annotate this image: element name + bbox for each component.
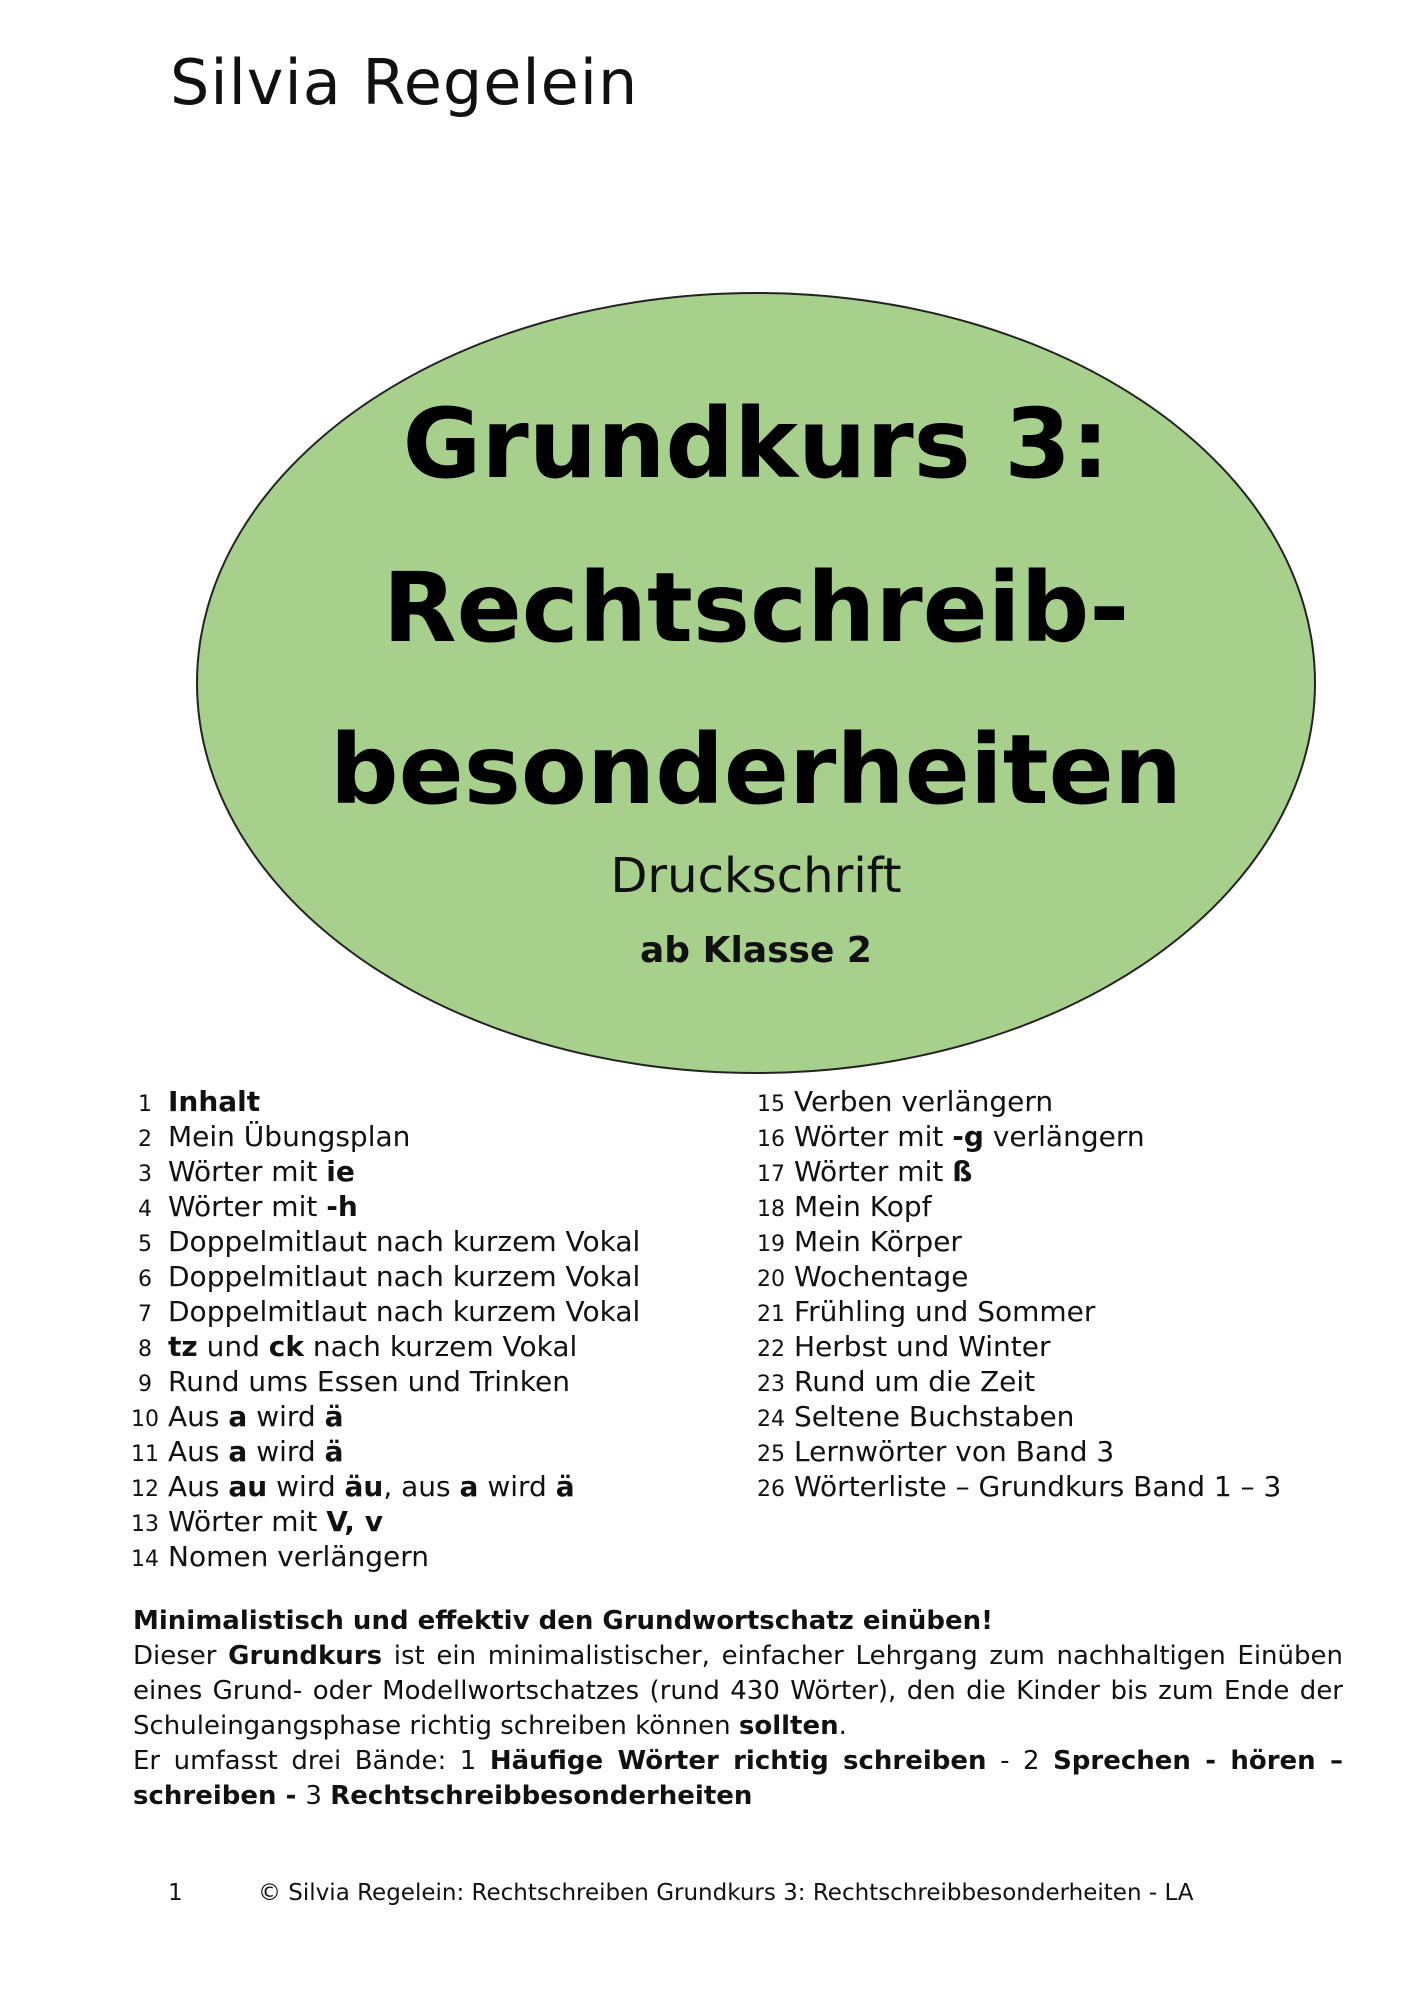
text-segment: Rund um die Zeit [794,1365,1036,1398]
text-segment: wird [247,1400,325,1433]
toc-item-title [794,1224,962,1259]
text-segment: Wörter mit [168,1155,327,1188]
text-segment: Dieser [133,1641,229,1671]
toc-item-title [168,1154,355,1189]
text-segment: , aus [383,1470,460,1503]
toc-item-number: 19 [757,1232,785,1257]
text-segment: Wochentage [794,1260,969,1293]
toc-item-number: 4 [138,1197,152,1222]
toc-item-number: 24 [757,1407,785,1432]
text-segment: 3 [305,1781,331,1811]
toc-item [748,1364,1281,1399]
toc-item-title [794,1399,1074,1434]
text-segment: -g [952,1120,984,1153]
text-segment: sollten [738,1711,839,1741]
toc-item-title [794,1364,1035,1399]
toc-item-title [168,1539,429,1574]
text-segment: Grundkurs [228,1641,383,1671]
text-segment: Häufige Wörter richtig schreiben [489,1746,987,1776]
text-segment: wird [247,1435,325,1468]
toc-item-title [168,1504,383,1539]
text-segment: Mein Körper [794,1225,962,1258]
text-segment: Rechtschreibbesonderheiten [330,1781,753,1811]
toc-item-number: 12 [131,1477,159,1502]
toc-item-number: 18 [757,1197,785,1222]
toc-item-title [794,1294,1095,1329]
title-line-3: besonderheiten [329,714,1183,826]
text-segment: Wörter mit [794,1155,953,1188]
toc-item [748,1154,1281,1189]
toc-item-title [168,1469,575,1504]
description [133,1604,1343,1814]
text-segment: nach kurzem Vokal [303,1330,578,1363]
toc-item-number: 23 [757,1372,785,1397]
toc-item-number: 5 [138,1232,152,1257]
text-segment: Mein Übungsplan [168,1120,411,1153]
text-segment: wird [267,1470,345,1503]
text-segment: - 2 [986,1746,1054,1776]
toc-item [122,1224,640,1259]
toc-item [122,1469,640,1504]
text-segment: a [228,1400,248,1433]
author-name: Silvia Regelein [170,46,639,119]
toc-item-number: 16 [757,1127,785,1152]
description-paragraph-2 [133,1744,1343,1814]
text-segment: Inhalt [168,1085,261,1118]
text-segment: Rund ums Essen und Trinken [168,1365,570,1398]
toc-item [122,1294,640,1329]
toc-item [122,1154,640,1189]
toc-item-title [794,1119,1145,1154]
toc-item-number: 26 [757,1477,785,1502]
toc-item-title [794,1259,968,1294]
text-segment: Nomen verlängern [168,1540,429,1573]
toc-item-number: 17 [757,1162,785,1187]
text-segment: Doppelmitlaut nach kurzem Vokal [168,1225,641,1258]
text-segment: Frühling und Sommer [794,1295,1096,1328]
toc-item [748,1329,1281,1364]
toc-item-title [168,1189,358,1224]
toc-item-title [794,1329,1051,1364]
text-segment: -h [326,1190,358,1223]
text-segment: ä [324,1400,344,1433]
title-line-1: Grundkurs 3: [402,388,1110,500]
subtitle: Druckschrift [610,848,902,904]
text-segment: verlängern [983,1120,1145,1153]
text-segment: Doppelmitlaut nach kurzem Vokal [168,1260,641,1293]
text-segment: V, v [326,1505,383,1538]
toc-item-title [168,1434,343,1469]
text-segment: Wörter mit [168,1190,327,1223]
toc-item-number: 20 [757,1267,785,1292]
text-segment: ä [555,1470,575,1503]
text-segment: Verben verlängern [794,1085,1054,1118]
toc-item-number: 14 [131,1547,159,1572]
toc-item-number: 10 [131,1407,159,1432]
toc-item [122,1434,640,1469]
text-segment: Mein Kopf [794,1190,932,1223]
text-segment: wird [478,1470,556,1503]
text-segment: Wörter mit [168,1505,327,1538]
toc-item-title [794,1434,1114,1469]
toc-item [122,1504,640,1539]
description-heading: Minimalistisch und effektiv den Grundwortschatz einüben! [133,1606,994,1636]
page-number: 1 [168,1880,183,1906]
toc-item-number: 1 [138,1092,152,1117]
toc-item [122,1329,640,1364]
toc-item [122,1189,640,1224]
text-segment: Er umfasst drei Bände: 1 [133,1746,490,1776]
toc-item-title [168,1259,640,1294]
toc-item-number: 15 [757,1092,785,1117]
text-segment: Aus [168,1435,229,1468]
toc-item [748,1259,1281,1294]
text-segment: Lernwörter von Band 3 [794,1435,1115,1468]
toc-item-number: 3 [138,1162,152,1187]
text-segment: Aus [168,1470,229,1503]
toc-item [122,1259,640,1294]
description-paragraph-1 [133,1639,1343,1744]
toc-item [748,1189,1281,1224]
toc-item [122,1399,640,1434]
toc-item [122,1539,640,1574]
toc-item-number: 6 [138,1267,152,1292]
toc-item [748,1224,1281,1259]
toc-item-number: 11 [131,1442,159,1467]
toc-item-title [168,1399,343,1434]
toc-item-title [168,1119,410,1154]
toc-item [748,1119,1281,1154]
toc-item-number: 2 [138,1127,152,1152]
text-segment: äu [344,1470,384,1503]
toc-item-number: 25 [757,1442,785,1467]
toc-right-column [748,1084,1281,1504]
text-segment: Seltene Buchstaben [794,1400,1075,1433]
text-segment: ie [326,1155,355,1188]
toc-item [122,1084,640,1119]
toc-item [748,1469,1281,1504]
toc-item [122,1119,640,1154]
toc-item-number: 8 [138,1337,152,1362]
text-segment: ck [268,1330,304,1363]
toc-item-number: 7 [138,1302,152,1327]
text-segment: au [228,1470,268,1503]
text-segment: Doppelmitlaut nach kurzem Vokal [168,1295,641,1328]
toc-left-column [122,1084,640,1574]
text-segment: Wörterliste – Grundkurs Band 1 – 3 [794,1470,1282,1503]
toc-item [122,1364,640,1399]
toc-item-title [168,1224,640,1259]
text-segment: Herbst und Winter [794,1330,1051,1363]
text-segment: ß [952,1155,973,1188]
text-segment: . [838,1711,847,1741]
toc-item-title [794,1189,932,1224]
footer-copyright: © Silvia Regelein: Rechtschreiben Grundkurs 3: Rechtschreibbesonderheiten - LA [258,1880,1194,1906]
toc-item [748,1294,1281,1329]
toc-item-title [794,1469,1281,1504]
toc-item-title [168,1364,570,1399]
toc-item [748,1084,1281,1119]
toc-item-title [168,1294,640,1329]
text-segment: Aus [168,1400,229,1433]
text-segment: ist ein minimalistischer, einfacher Lehrgang zum nachhaltigen Einüben eines Grund- oder Modellwortschatzes (rund 430 Wörter), den die Kinder bis zum Ende der Schuleingangsphase richtig schreiben können [133,1641,1343,1741]
toc-item-title [168,1084,260,1119]
toc-item-title [794,1154,972,1189]
toc-item-number: 22 [757,1337,785,1362]
toc-item-number: 13 [131,1512,159,1537]
text-segment: Sprechen - hören – schreiben - [133,1746,1344,1811]
toc-item [748,1399,1281,1434]
toc-item-number: 21 [757,1302,785,1327]
toc-item-number: 9 [138,1372,152,1397]
toc-item [748,1434,1281,1469]
text-segment: tz [168,1330,198,1363]
text-segment: a [459,1470,479,1503]
toc-item-title [168,1329,577,1364]
toc-item-title [794,1084,1053,1119]
text-segment: und [197,1330,269,1363]
text-segment: ä [324,1435,344,1468]
grade-label: ab Klasse 2 [640,930,872,971]
text-segment: a [228,1435,248,1468]
text-segment: Wörter mit [794,1120,953,1153]
title-line-2: Rechtschreib- [382,552,1130,664]
